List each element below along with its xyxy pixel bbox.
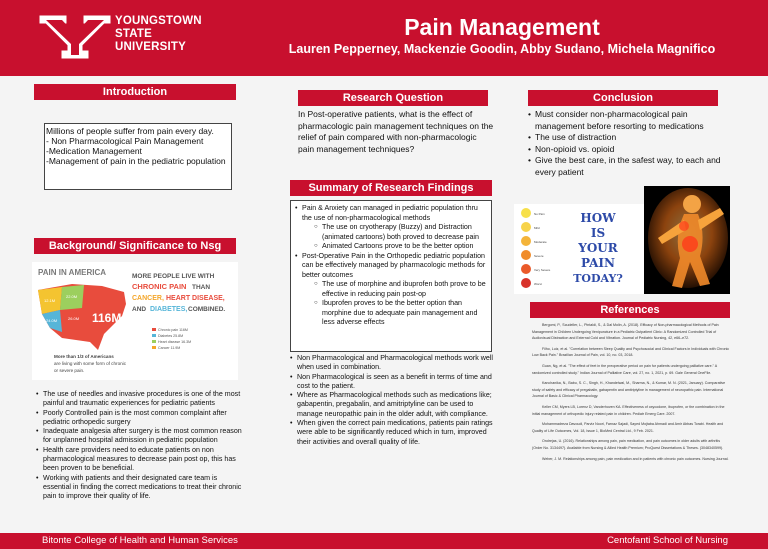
pain-hotspot <box>682 236 698 252</box>
smile-face-icon <box>521 208 531 218</box>
intro-heading: Introduction <box>34 84 236 100</box>
summary-sub-bullet: ○ The use of morphine and ibuprofen both prove to be effective in reducing pain post-op <box>314 280 487 299</box>
ysu-y-logo-icon <box>36 12 114 62</box>
poster-title: Pain Management <box>404 14 600 40</box>
legend-item: Cancer 11.9M <box>158 346 181 350</box>
head-shape <box>683 195 701 213</box>
region-label: 22.0M <box>66 294 78 299</box>
poster-footer <box>0 533 768 549</box>
very-severe-face-icon <box>521 264 531 274</box>
face-label: Mild <box>534 226 540 230</box>
university-name-line: STATE <box>115 28 152 40</box>
summary-bullet-text: Pain & Anxiety can managed in pediatric population thru the use of non-pharmacological methods <box>302 204 478 222</box>
headline-chronic-pain: CHRONIC PAIN <box>132 282 187 291</box>
summary-extra-bullet: • When given the correct pain medications, patients pain ratings were able to be significantly reduced which in turn, improved their activities and overall quality of life. <box>290 419 498 447</box>
intro-box <box>44 123 232 190</box>
conclusion-list <box>528 109 728 178</box>
research-question-heading: Research Question <box>298 90 488 106</box>
background-bullet: • Poorly Controlled pain is the most common complaint after pediatric orthopedic surgery <box>36 409 242 428</box>
how-is-line: IS <box>590 226 606 240</box>
references-heading: References <box>530 302 730 318</box>
pain-hotspot <box>679 221 689 231</box>
legend-swatch <box>152 328 156 331</box>
pain-infographic-figure <box>32 262 238 380</box>
reference-item: Ondrejas, U. (2016). Relationships among pain, pain medication, and pain outcomes in older adults with arthritis (Order No. 3134497). Available from Nursing & Allied Health Premium; ProQuest Dissertations & Theses. (3048340599). <box>532 439 724 450</box>
summary-extra-bullet: • Non Pharmacological and Pharmacological methods work well when used in combination. <box>290 354 498 373</box>
caption-line: or severe pain. <box>54 368 85 373</box>
footer-school: Centofanti School of Nursing <box>607 535 728 546</box>
pain-faces-figure <box>514 204 644 294</box>
how-is-line: HOW <box>580 211 616 225</box>
university-logo <box>36 12 202 62</box>
summary-bullet-text: Post-Operative Pain in the Orthopedic pediatric population can be effectively managed by pharmacologic methods for better outcomes <box>302 251 486 279</box>
university-name-line: UNIVERSITY <box>115 41 187 53</box>
headline-than: THAN <box>192 284 211 291</box>
caption-line: are living with some form of chronic <box>54 361 126 366</box>
summary-extra-bullet: • Where as Pharmacological methods such as medications like; gabapentin, pregabalin, and amitriptyline can be used to manage neuropathic pain in the older adult, with compliance. <box>290 391 498 419</box>
background-bullets <box>36 390 242 502</box>
headline-cancer: CANCER, <box>132 295 164 302</box>
legend-swatch <box>152 334 156 337</box>
summary-extra-bullets <box>290 354 498 447</box>
reference-item: Bergomi, P., Scudeller, L., Pintaldi, S., & Dal Molin, A. (2018). Efficacy of Non-pharmacological Methods of Pain Management in Children Undergoing Venipuncture in a Pediatric Outpatient Clinic: A Randomized Controlled Trial of Audiovisual Distraction and External Cold and Vibration. Journal of Pediatric Nursing, 42, e66–e72. <box>532 323 719 341</box>
face-label: Worst <box>534 282 542 286</box>
mild-face-icon <box>521 222 531 232</box>
summary-sub-bullet: ○ Animated Cartoons prove to be the better option <box>314 242 487 252</box>
severe-face-icon <box>521 250 531 260</box>
university-name-line: YOUNGSTOWN <box>115 15 202 27</box>
footer-college: Bitonte College of Health and Human Services <box>42 535 238 546</box>
intro-line: -Management of pain in the pediatric population <box>46 156 226 166</box>
headline-diabetes: DIABETES, <box>150 306 188 313</box>
face-label: Very Severe <box>534 268 551 272</box>
conclusion-item: • The use of distraction <box>528 132 728 144</box>
infographic-title: PAIN IN AMERICA <box>38 268 106 277</box>
headline-combined: COMBINED. <box>188 306 226 313</box>
conclusion-heading: Conclusion <box>528 90 718 106</box>
background-bullet: • Inadequate analgesia after surgery is the most common reason for unplanned hospital admission in pediatric population <box>36 427 242 446</box>
research-question-text: In Post-operative patients, what is the effect of pharmacologic pain management techniques on the relief of pain compared with non-pharmacologic pain management techniques? <box>298 109 494 154</box>
face-label: Moderate <box>534 240 547 244</box>
summary-bullet <box>295 252 487 328</box>
pain-scale-image <box>514 204 644 294</box>
summary-sub-bullet: ○ The use on cryotherapy (Buzzy) and Distraction (animated cartoons) both proved to decrease pain <box>314 223 487 242</box>
body-pain-image <box>644 186 730 294</box>
worst-face-icon <box>521 278 531 288</box>
intro-line: -Medication Management <box>46 146 142 156</box>
summary-heading: Summary of Research Findings <box>290 180 492 196</box>
headline-and: AND <box>132 306 147 313</box>
summary-box <box>290 200 492 352</box>
legend-swatch <box>152 346 156 349</box>
legend-swatch <box>152 340 156 343</box>
face-label: No Pain <box>534 212 545 216</box>
background-bullet: • Working with patients and their designated care team is essential in finding the correct medications to treat their chronic pain to improve their quality of life. <box>36 474 242 502</box>
summary-bullet <box>295 204 487 252</box>
reference-item: Keller CM, Myers LB, Lorenz D, Vanderhoven KA. Effectiveness of oxycodone, ibuprofen, or the combination in the initial management of orthopedic injury related pain in children. Pediatr Emerg Care. 2007. <box>532 404 725 416</box>
conclusion-item: • Non-opioid vs. opioid <box>528 144 728 156</box>
reference-item: Filho, Luiz, et al. "Correlation between Sleep Quality and Psychosocial and Clinical Factors in Individuals with Chronic Low Back Pain." Brazilian Journal of Pain, vol. 10, no. 03, 2018. <box>532 346 730 358</box>
face-label: Severe <box>534 254 544 258</box>
references-list <box>532 322 730 466</box>
headline-line-1: MORE PEOPLE LIVE WITH <box>132 273 215 280</box>
reference-item: Guan, Ng, et al. "The effect of feet in the preoperative period on pain for patients undergoing palliative care." A randomized controlled study." Indian Journal of Palliative Care, vol. 27, no. 1, 2021, p. 69. Gale General OneFile. <box>532 363 717 375</box>
legend-item: Diabetes 25.8M <box>158 334 184 338</box>
reference-item: Weber, J. M. Relationships among pain, pain medication and in patients with chronic pain outcomes. Nursing Journal. <box>542 456 729 461</box>
summary-extra-bullet: • Non Pharmacological is seen as a benefit in terms of time and cost to the patient. <box>290 373 498 392</box>
pain-in-america-infographic <box>32 262 238 380</box>
conclusion-item: • Must consider non-pharmacological pain management before resorting to medications <box>528 109 728 132</box>
poster-header <box>0 0 768 76</box>
poster-authors: Lauren Pepperney, Mackenzie Goodin, Abby Sudano, Michela Magnifico <box>288 42 716 56</box>
how-is-line: YOUR <box>578 241 618 255</box>
legend-item: Chronic pain 116M <box>158 328 188 332</box>
intro-line: - Non Pharmacological Pain Management <box>46 136 204 146</box>
background-bullet: • The use of needles and invasive procedures is one of the most painful and traumatic experiences for pediatric patients <box>36 390 242 409</box>
big-number: 116M <box>92 311 122 325</box>
university-name <box>115 15 202 54</box>
region-label: 24.0M <box>46 318 58 323</box>
legend-item: Heart disease 16.3M <box>158 340 192 344</box>
summary-sub-bullet: ○ Ibuprofen proves to be the better option than morphine due to adequate pain management and less adverse effects <box>314 299 487 328</box>
reference-item: Mohammadreza Davoudi, Parviz Noori, Farnaz Sajadi, Sayed Mojtaba Ahmadi and Amir Abbas Torabi. Health and Quality of Life Outcomes, Vol. 18, Issue 1, BioMed Central Ltd., 9 Feb. 2021. <box>532 422 724 433</box>
body-pain-figure <box>644 186 730 294</box>
intro-line: Millions of people suffer from pain every day. <box>46 126 214 136</box>
moderate-face-icon <box>521 236 531 246</box>
conclusion-item: • Give the best care, in the safest way, to each and every patient <box>528 155 728 178</box>
headline-heart-disease: HEART DISEASE, <box>166 295 225 302</box>
background-heading: Background/ Significance to Nsg <box>34 238 236 254</box>
how-is-line: TODAY? <box>573 272 623 285</box>
reference-item: Kanchanika, N., Babu, S. C., Singh, H., Khandelwal, M., Sharma, N., & Kumar, M. N. (2021, January). Comparative study of safety and efficacy of pregabalin, gabapentin and amitriptyline in management of neuropathic pain. International Journal of Basic & Clinical Pharmacology. <box>532 381 726 399</box>
background-bullet: • Health care providers need to educate patients on non pharmacological measures to decrease pain post op, this has been proven to be beneficial. <box>36 446 242 474</box>
region-label: 12.1M <box>44 298 56 303</box>
caption-line: More than 1/3 of Americans <box>54 354 114 359</box>
how-is-line: PAIN <box>580 256 616 270</box>
region-label: 26.0M <box>68 316 80 321</box>
